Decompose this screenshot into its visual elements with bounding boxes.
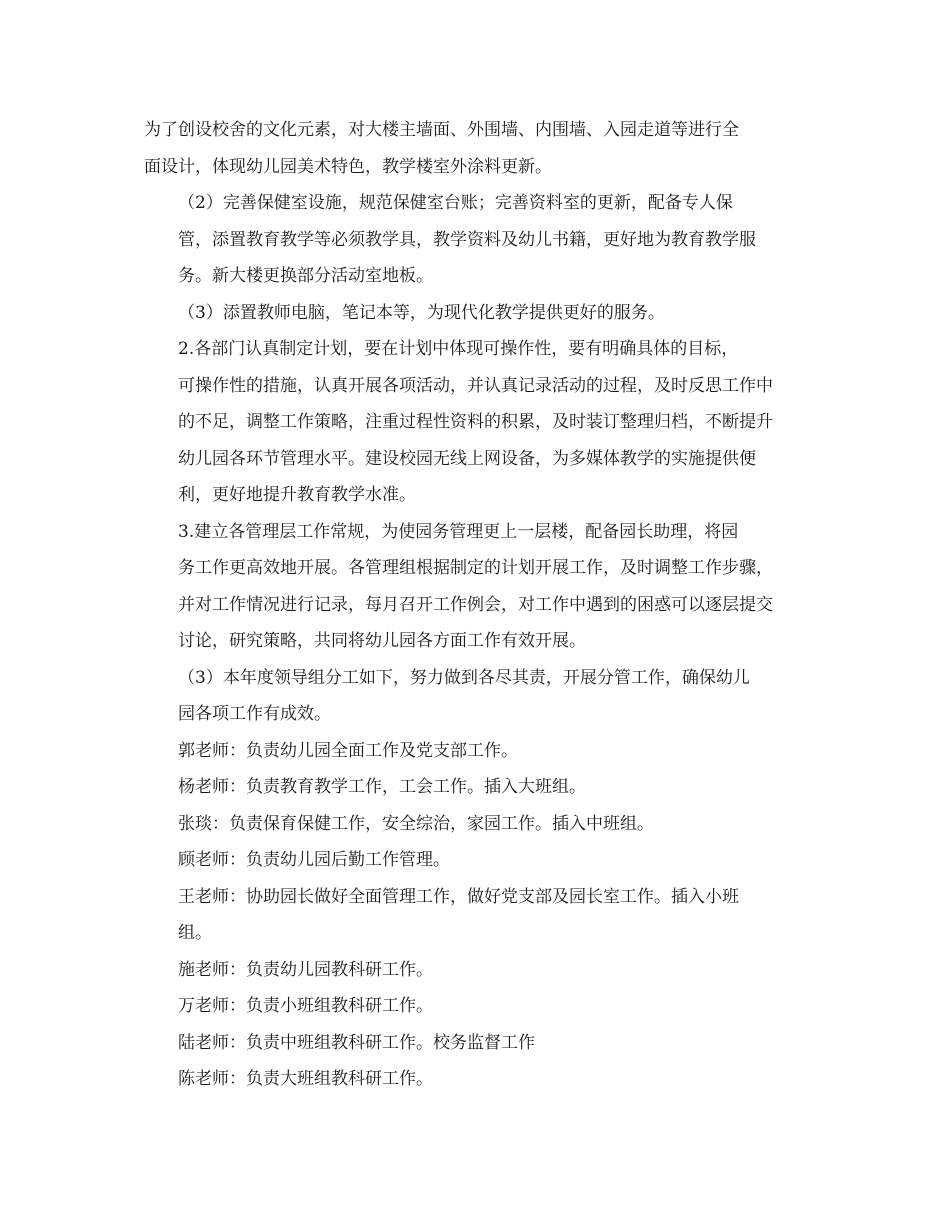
paragraph-department-plans	[144, 331, 812, 514]
paragraph-leadership-division	[144, 660, 812, 733]
text-line: 陈老师：负责大班组教科研工作。	[178, 1069, 433, 1089]
text-line: 利，更好地提升教育教学水准。	[178, 485, 416, 505]
duty-item-shi	[144, 952, 812, 989]
duty-item-lu	[144, 1025, 812, 1062]
text-line: 的不足，调整工作策略，注重过程性资料的积累，及时装订整理归档，不断提升	[178, 412, 773, 432]
text-line: 管，添置教育教学等必须教学具，教学资料及幼儿书籍，更好地为教育教学服	[178, 229, 756, 250]
duty-item-wang	[144, 879, 812, 952]
text-line: （3）添置教师电脑，笔记本等，为现代化教学提供更好的服务。	[178, 302, 665, 323]
text-line: 郭老师：负责幼儿园全面工作及党支部工作。	[178, 740, 518, 761]
text-line: 园各项工作有成效。	[178, 704, 331, 724]
duty-item-yang	[144, 769, 812, 806]
text-line: （2）完善保健室设施，规范保健室台账；完善资料室的更新，配备专人保	[178, 193, 733, 213]
paragraph-campus-culture	[144, 112, 812, 185]
text-line: 张琰：负责保育保健工作，安全综治，家园工作。插入中班组。	[178, 813, 654, 834]
document-body	[144, 112, 812, 1098]
text-line: 顾老师：负责幼儿园后勤工作管理。	[178, 850, 450, 870]
text-line: 3.建立各管理层工作常规，为使园务管理更上一层楼，配备园长助理，将园	[178, 521, 739, 542]
text-line: 幼儿园各环节管理水平。建设校园无线上网设备，为多媒体教学的实施提供便	[178, 448, 756, 469]
text-line: 并对工作情况进行记录，每月召开工作例会，对工作中遇到的困惑可以逐层提交	[178, 594, 773, 615]
text-line: 2.各部门认真制定计划，要在计划中体现可操作性，要有明确具体的目标，	[178, 339, 739, 359]
text-line: 为了创设校舍的文化元素，对大楼主墙面、外围墙、内围墙、入园走道等进行全	[144, 120, 739, 140]
text-line: 王老师：协助园长做好全面管理工作，做好党支部及园长室工作。插入小班	[178, 886, 739, 907]
paragraph-health-room	[144, 185, 812, 295]
text-line: 组。	[178, 923, 212, 943]
text-line: 陆老师：负责中班组教科研工作。校务监督工作	[178, 1032, 535, 1053]
text-line: 施老师：负责幼儿园教科研工作。	[178, 959, 433, 980]
text-line: 面设计，体现幼儿园美术特色，教学楼室外涂料更新。	[144, 156, 552, 177]
text-line: 可操作性的措施，认真开展各项活动，并认真记录活动的过程，及时反思工作中	[178, 375, 773, 396]
text-line: 讨论，研究策略，共同将幼儿园各方面工作有效开展。	[178, 631, 586, 651]
text-line: 杨老师：负责教育教学工作，工会工作。插入大班组。	[178, 777, 586, 797]
duty-item-wan	[144, 988, 812, 1025]
text-line: （3）本年度领导组分工如下，努力做到各尽其责，开展分管工作，确保幼儿	[178, 667, 750, 688]
paragraph-teacher-computers	[144, 295, 812, 332]
duty-item-chen	[144, 1061, 812, 1098]
duty-item-zhang	[144, 806, 812, 843]
text-line: 务工作更高效地开展。各管理组根据制定的计划开展工作，及时调整工作步骤，	[178, 558, 773, 578]
paragraph-management-routines	[144, 514, 812, 660]
duty-item-guo	[144, 733, 812, 770]
duty-item-gu	[144, 842, 812, 879]
text-line: 务。新大楼更换部分活动室地板。	[178, 266, 433, 286]
text-line: 万老师：负责小班组教科研工作。	[178, 996, 433, 1016]
